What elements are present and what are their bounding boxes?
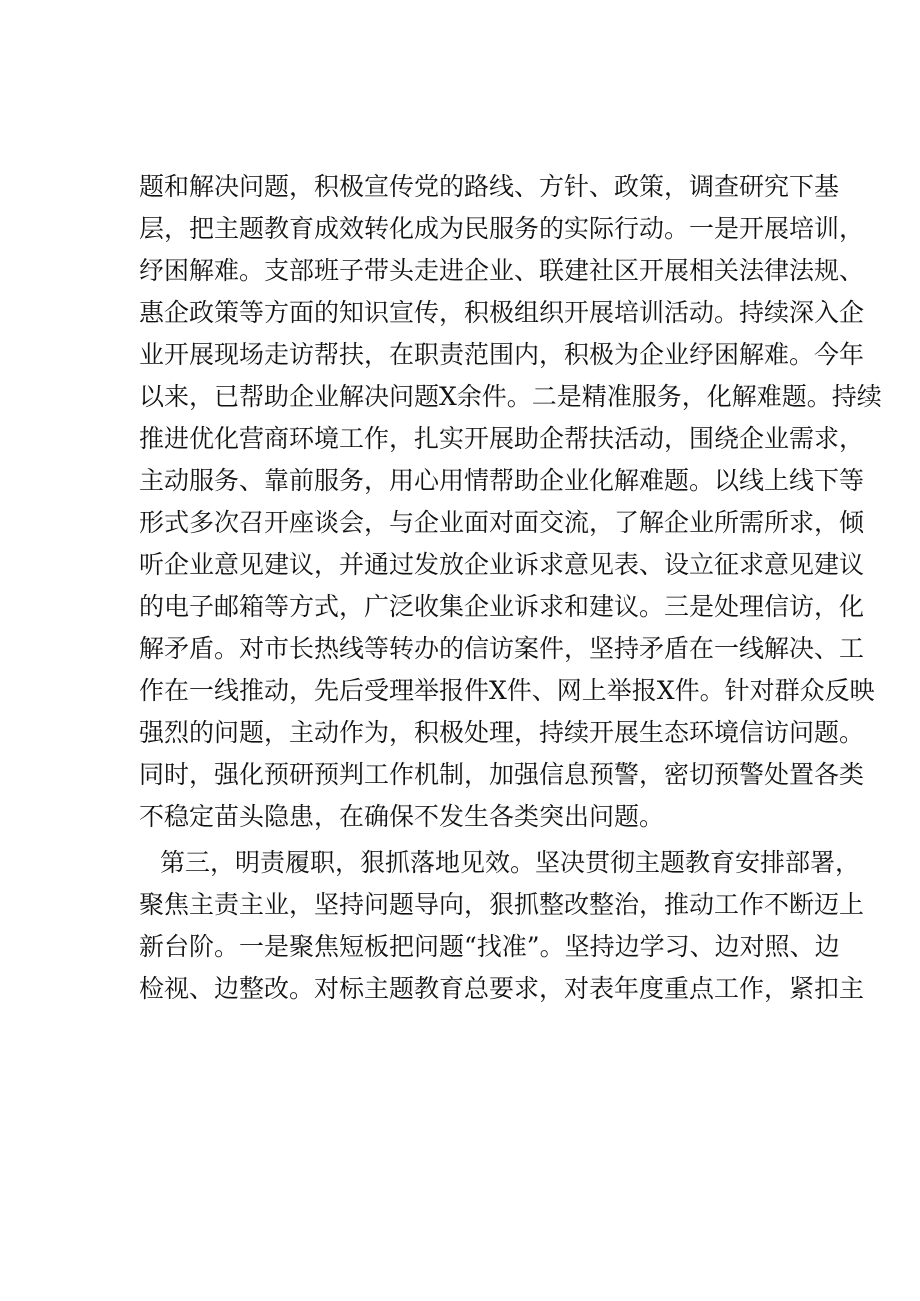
text-line: 的电子邮箱等方式，广泛收集企业诉求和建议。三是处理信访，化: [139, 592, 865, 621]
text-line: 主动服务、靠前服务，用心用情帮助企业化解难题。以线上线下等: [139, 466, 865, 495]
text-line: 检视、边整改。对标主题教育总要求，对表年度重点工作，紧扣主: [139, 974, 865, 1003]
paragraph-first-line: 第三，明责履职，狠抓落地见效。坚决贯彻主题教育安排部署，: [160, 848, 861, 877]
text-line: 作在一线推动，先后受理举报件X件、网上举报X件。针对群众反映: [139, 676, 875, 705]
text-line: 惠企政策等方面的知识宣传，积极组织开展培训活动。持续深入企: [139, 298, 865, 327]
text-line: 强烈的问题，主动作为，积极处理，持续开展生态环境信访问题。: [139, 718, 865, 747]
text-line: 听企业意见建议，并通过发放企业诉求意见表、设立征求意见建议: [139, 550, 865, 579]
text-line: 层，把主题教育成效转化成为民服务的实际行动。一是开展培训，: [139, 214, 865, 243]
text-line: 不稳定苗头隐患，在确保不发生各类突出问题。: [139, 802, 665, 831]
text-line: 业开展现场走访帮扶，在职责范围内，积极为企业纾困解难。今年: [139, 340, 865, 369]
text-line: 推进优化营商环境工作，扎实开展助企帮扶活动，围绕企业需求，: [139, 424, 865, 453]
text-line: 以来，已帮助企业解决问题X余件。二是精准服务，化解难题。持续: [139, 382, 882, 411]
text-line: 同时，强化预研预判工作机制，加强信息预警，密切预警处置各类: [139, 760, 865, 789]
text-line: 解矛盾。对市长热线等转办的信访案件，坚持矛盾在一线解决、工: [139, 634, 865, 663]
text-line: 聚焦主责主业，坚持问题导向，狠抓整改整治，推动工作不断迈上: [139, 890, 865, 919]
text-line: 新台阶。一是聚焦短板把问题“找准”。坚持边学习、边对照、边: [139, 932, 840, 961]
text-line: 纾困解难。支部班子带头走进企业、联建社区开展相关法律法规、: [139, 256, 865, 285]
text-line: 题和解决问题，积极宣传党的路线、方针、政策，调查研究下基: [139, 172, 840, 201]
text-line: 形式多次召开座谈会，与企业面对面交流，了解企业所需所求，倾: [139, 508, 865, 537]
